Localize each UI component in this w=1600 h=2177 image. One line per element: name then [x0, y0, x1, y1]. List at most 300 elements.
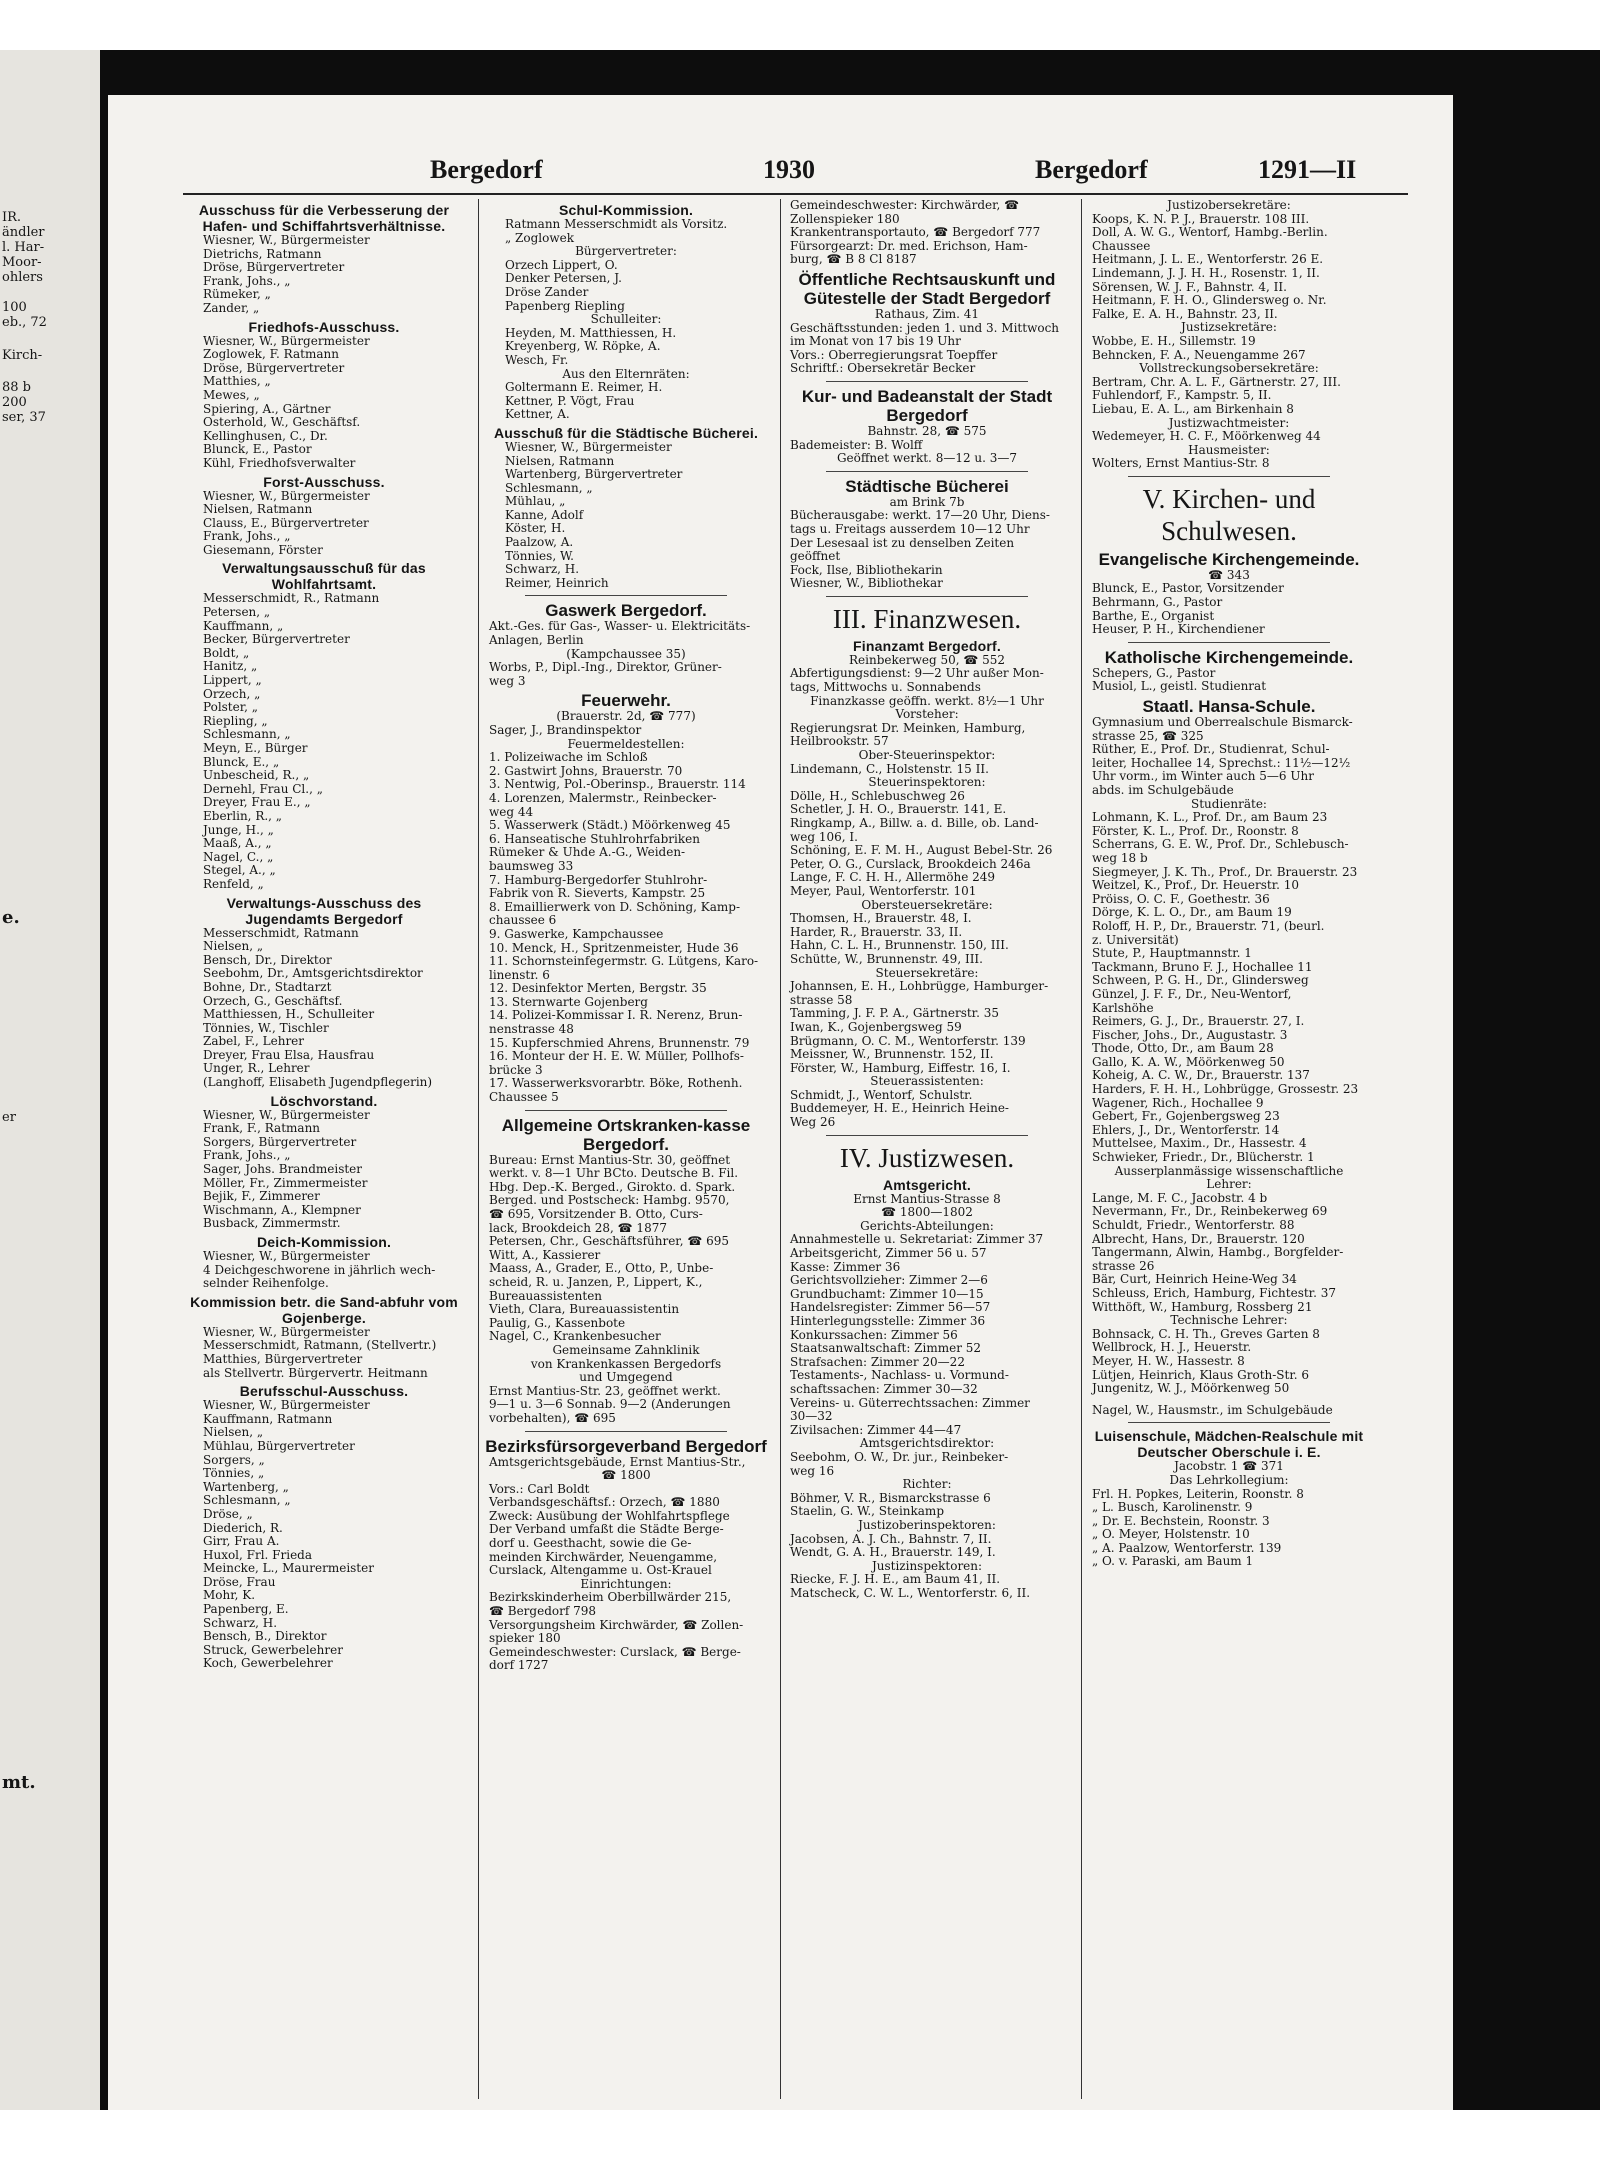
- centered-subheading: Geöffnet werkt. 8—12 u. 3—7: [836, 452, 1018, 466]
- directory-entry: Harder, R., Brauerstr. 33, II.: [790, 925, 963, 939]
- centered-subheading: Ausserplanmässige wissenschaftliche: [1114, 1164, 1344, 1178]
- directory-entry: Kauffmann, „: [203, 619, 284, 633]
- left-page-line: 100: [2, 300, 27, 315]
- section-rule: [826, 596, 1028, 597]
- centered-subheading: Bahnstr. 28, ☎ 575: [867, 424, 987, 438]
- centered-subheading: Richter:: [902, 1478, 952, 1492]
- section-rule: [826, 1135, 1028, 1136]
- directory-entry: Seebohm, O. W., Dr. jur., Reinbeker-: [790, 1450, 1009, 1464]
- directory-entry: Lindemann, C., Holstenstr. 15 II.: [790, 762, 989, 776]
- directory-entry: Giesemann, Förster: [203, 543, 323, 557]
- directory-entry: 2. Gastwirt Johns, Brauerstr. 70: [489, 764, 683, 778]
- directory-entry: 7. Hamburg-Bergedorfer Stuhlrohr-: [489, 873, 708, 887]
- directory-entry: Worbs, P., Dipl.-Ing., Direktor, Grüner-: [489, 661, 722, 675]
- directory-entry: Abfertigungsdienst: 9—2 Uhr außer Mon-: [790, 667, 1044, 681]
- directory-entry: Pröiss, O. C. F., Goethestr. 36: [1092, 892, 1270, 906]
- left-page-line: ser, 37: [2, 410, 46, 425]
- directory-entry: Lütjen, Heinrich, Klaus Groth-Str. 6: [1092, 1368, 1310, 1382]
- centered-subheading: Ober-Steuerinspektor:: [858, 749, 996, 763]
- directory-entry: Heitmann, F. H. O., Glindersweg o. Nr.: [1092, 294, 1327, 308]
- directory-entry: Fabrik von R. Sieverts, Kampstr. 25: [489, 887, 706, 901]
- directory-entry: Jacobsen, A. J. Ch., Bahnstr. 7, II.: [790, 1532, 992, 1546]
- directory-entry: strasse 58: [790, 993, 853, 1007]
- directory-entry: Matthies, Bürgervertreter: [203, 1352, 363, 1366]
- left-page-line: er: [2, 1110, 16, 1125]
- directory-entry: Harders, F. H. H., Lohbrügge, Grossestr. 23: [1092, 1083, 1359, 1097]
- directory-entry: geöffnet: [790, 550, 841, 564]
- directory-entry: Rümeker & Uhde A.-G., Weiden-: [489, 846, 686, 860]
- directory-entry: Böhmer, V. R., Bismarckstrasse 6: [790, 1491, 991, 1505]
- directory-entry: Diederich, R.: [203, 1521, 283, 1535]
- directory-entry: Der Lesesaal ist zu denselben Zeiten: [790, 536, 1015, 550]
- directory-entry: Gymnasium und Oberrealschule Bismarck-: [1092, 716, 1353, 730]
- directory-entry: Papenberg Riepling: [505, 299, 625, 313]
- directory-entry: Wiesner, W., Bürgermeister: [203, 234, 370, 247]
- directory-entry: 9—1 u. 3—6 Sonnab. 9—2 (Änderungen: [489, 1398, 731, 1412]
- directory-entry: Weg 26: [790, 1116, 836, 1130]
- left-page-line: Kirch-: [2, 348, 43, 363]
- directory-entry: Wedemeyer, H. C. F., Möörkenweg 44: [1092, 430, 1321, 444]
- directory-entry: Fürsorgearzt: Dr. med. Erichson, Ham-: [790, 239, 1028, 253]
- directory-entry: Bezirkskinderheim Oberbillwärder 215,: [489, 1591, 732, 1605]
- directory-entry: Orzech, G., Geschäftsf.: [203, 994, 343, 1008]
- directory-entry: (Langhoff, Elisabeth Jugendpflegerin): [203, 1076, 433, 1090]
- directory-entry: Meyer, H. W., Hassestr. 8: [1092, 1354, 1245, 1368]
- centered-subheading: Rathaus, Zim. 41: [874, 307, 980, 321]
- institution-heading: Kur- und Badeanstalt der Stadt Bergedorf: [801, 386, 1053, 425]
- directory-entry: Dernehl, Frau Cl., „: [203, 782, 323, 796]
- directory-entry: Wesch, Fr.: [505, 353, 569, 367]
- directory-entry: Amtsgerichtsgebäude, Ernst Mantius-Str.,: [489, 1455, 746, 1469]
- left-page-line: Moor-: [2, 255, 42, 270]
- directory-entry: Seebohm, Dr., Amtsgerichtsdirektor: [203, 967, 423, 981]
- directory-entry: Barthe, E., Organist: [1092, 609, 1215, 623]
- directory-entry: Vors.: Carl Boldt: [489, 1482, 590, 1496]
- directory-entry: Grundbuchamt: Zimmer 10—15: [790, 1287, 984, 1301]
- directory-entry: Iwan, K., Gojenbergsweg 59: [790, 1020, 962, 1034]
- centered-subheading: ☎ 1800: [601, 1469, 651, 1483]
- directory-entry: Matscheck, C. W. L., Wentorferstr. 6, II.: [790, 1586, 1031, 1600]
- directory-entry: Frank, F., Ratmann: [203, 1122, 321, 1136]
- centered-subheading: Hausmeister:: [1188, 443, 1270, 457]
- directory-entry: Arbeitsgericht, Zimmer 56 u. 57: [790, 1247, 987, 1261]
- institution-heading: Allgemeine Ortskranken-kasse Bergedorf.: [501, 1115, 751, 1154]
- directory-entry: Bertram, Chr. A. L. F., Gärtnerstr. 27, III.: [1092, 375, 1341, 389]
- directory-entry: Bohne, Dr., Stadtarzt: [203, 980, 332, 994]
- directory-entry: Schlesmann, „: [203, 1494, 291, 1508]
- directory-entry: Dröse, Bürgervertreter: [203, 261, 345, 275]
- directory-entry: 15. Kupferschmied Ahrens, Brunnenstr. 79: [489, 1036, 750, 1050]
- directory-entry: Girr, Frau A.: [203, 1535, 280, 1549]
- directory-entry: Gebert, Fr., Gojenbergsweg 23: [1092, 1110, 1280, 1124]
- directory-entry: Wolters, Ernst Mantius-Str. 8: [1092, 457, 1270, 471]
- section-heading: Deich-Kommission.: [256, 1234, 392, 1250]
- directory-entry: Chaussee 5: [489, 1091, 559, 1105]
- directory-entry: Fuhlendorf, F., Kampstr. 5, II.: [1092, 389, 1272, 403]
- directory-entry: Lange, M. F. C., Jacobstr. 4 b: [1092, 1191, 1268, 1205]
- directory-entry: Scherrans, G. E. W., Prof. Dr., Schlebusch-: [1092, 838, 1349, 852]
- directory-entry: Kühl, Friedhofsverwalter: [203, 456, 356, 470]
- directory-entry: Lindemann, J. J. H. H., Rosenstr. 1, II.: [1092, 266, 1320, 280]
- left-page-line: IR.: [2, 210, 22, 225]
- directory-entry: Bejik, F., Zimmerer: [203, 1190, 320, 1204]
- header-place-right: Bergedorf: [1035, 155, 1148, 184]
- directory-entry: Struck, Gewerbelehrer: [203, 1643, 343, 1657]
- centered-subheading: Justizinspektoren:: [871, 1559, 983, 1573]
- directory-entry: Wiesner, W., Bibliothekar: [790, 577, 943, 591]
- directory-entry: Testaments-, Nachlass- u. Vormund-: [790, 1369, 1009, 1383]
- directory-entry: Messerschmidt, R., Ratmann: [203, 592, 380, 606]
- directory-entry: Nielsen, Ratmann: [505, 454, 615, 468]
- section-heading: Schul-Kommission.: [558, 202, 694, 218]
- directory-entry: Weitzel, K., Prof., Dr. Heuerstr. 10: [1092, 879, 1300, 893]
- directory-entry: Brügmann, O. C. M., Wentorferstr. 139: [790, 1034, 1026, 1048]
- directory-entry: Kettner, A.: [505, 408, 570, 422]
- centered-subheading: Gemeinsame Zahnklinik: [552, 1343, 700, 1357]
- directory-entry: 13. Sternwarte Gojenberg: [489, 995, 648, 1009]
- directory-entry: Wiesner, W., Bürgermeister: [203, 1250, 370, 1263]
- directory-entry: Liebau, E. A. L., am Birkenhain 8: [1092, 402, 1294, 416]
- centered-subheading: Das Lehrkollegium:: [1169, 1473, 1289, 1487]
- directory-entry: Gerichtsvollzieher: Zimmer 2—6: [790, 1274, 988, 1288]
- directory-entry: Versorgungsheim Kirchwärder, ☎ Zollen-: [489, 1618, 744, 1632]
- directory-entry: Schwarz, H.: [505, 563, 580, 577]
- left-page-line: ohlers: [2, 270, 43, 285]
- directory-entry: Günzel, J. F. F., Dr., Neu-Wentorf,: [1092, 987, 1292, 1001]
- chapter-heading: IV. Justizwesen.: [839, 1142, 1015, 1173]
- directory-entry: Berged. und Postscheck: Hambg. 9570,: [489, 1194, 730, 1208]
- directory-entry: Wartenberg, Bürgervertreter: [505, 468, 683, 482]
- directory-entry: Zweck: Ausübung der Wohlfahrtspflege: [489, 1509, 730, 1523]
- directory-entry: Tönnies, „: [203, 1467, 265, 1481]
- centered-subheading: Einrichtungen:: [580, 1577, 672, 1591]
- directory-entry: Doll, A. W. G., Wentorf, Hambg.-Berlin.: [1092, 226, 1328, 240]
- directory-entry: Bademeister: B. Wolff: [790, 438, 923, 452]
- directory-entry: Nagel, W., Hausmstr., im Schulgebäude: [1092, 1403, 1333, 1417]
- directory-entry: „ O. v. Paraski, am Baum 1: [1092, 1555, 1254, 1569]
- directory-entry: Zander, „: [203, 301, 260, 315]
- directory-entry: Meincke, L., Maurermeister: [203, 1562, 374, 1576]
- directory-entry: Nevermann, Fr., Dr., Reinbekerweg 69: [1092, 1205, 1328, 1219]
- directory-entry: Bücherausgabe: werkt. 17—20 Uhr, Diens-: [790, 509, 1050, 523]
- directory-entry: Der Verband umfaßt die Städte Berge-: [489, 1523, 724, 1537]
- institution-heading: Gaswerk Bergedorf.: [545, 601, 707, 621]
- directory-entry: Dröse, Frau: [203, 1575, 276, 1589]
- directory-entry: Ehlers, J., Dr., Wentorferstr. 14: [1092, 1123, 1280, 1137]
- section-heading: Kommission betr. die Sand-abfuhr vom Gojenberge.: [190, 1293, 458, 1326]
- directory-entry: Sorgers, Bürgervertreter: [203, 1135, 357, 1149]
- section-rule: [826, 471, 1028, 472]
- left-page-line: ändler: [2, 225, 45, 240]
- directory-entry: Kettner, P. Vögt, Frau: [505, 394, 635, 408]
- left-page-line: l. Har-: [2, 240, 45, 255]
- directory-entry: Curslack, Altengamme u. Ost-Krauel: [489, 1564, 712, 1578]
- column-4: [1088, 199, 1370, 1569]
- directory-entry: weg 18 b: [1092, 851, 1148, 865]
- directory-entry: Wiesner, W., Bürgermeister: [203, 1325, 370, 1339]
- centered-subheading: ☎ 343: [1208, 568, 1250, 582]
- directory-entry: weg 44: [489, 805, 534, 819]
- column-divider: [478, 199, 479, 2099]
- directory-entry: 8. Emaillierwerk von D. Schöning, Kamp-: [489, 900, 741, 914]
- directory-entry: Bär, Curt, Heinrich Heine-Weg 34: [1092, 1273, 1297, 1287]
- directory-entry: Schlesmann, „: [203, 728, 291, 742]
- directory-entry: Matthies, „: [203, 375, 271, 389]
- centered-subheading: Bürgervertreter:: [575, 245, 677, 259]
- left-page-line: 200: [2, 395, 27, 410]
- section-heading: Löschvorstand.: [270, 1092, 378, 1109]
- directory-entry: Schween, P. G. H., Dr., Glindersweg: [1092, 974, 1309, 988]
- directory-entry: Karlshöhe: [1092, 1001, 1154, 1015]
- directory-entry: Albrecht, Hans, Dr., Brauerstr. 120: [1092, 1232, 1305, 1246]
- directory-entry: Hbg. Dep.-K. Berged., Girokto. d. Spark.: [489, 1180, 736, 1194]
- directory-entry: Dreyer, Frau Elsa, Hausfrau: [203, 1048, 375, 1062]
- directory-entry: Schepers, G., Pastor: [1092, 666, 1216, 680]
- centered-subheading: ☎ 1800—1802: [881, 1206, 973, 1220]
- directory-entry: Paalzow, A.: [505, 536, 574, 550]
- directory-entry: Handelsregister: Zimmer 56—57: [790, 1301, 991, 1315]
- directory-entry: im Monat von 17 bis 19 Uhr: [790, 335, 961, 349]
- directory-entry: Wiesner, W., Bürgermeister: [505, 440, 672, 454]
- directory-entry: Ringkamp, A., Billw. a. d. Bille, ob. Land-: [790, 817, 1039, 830]
- directory-entry: Ernst Mantius-Str. 23, geöffnet werkt.: [489, 1384, 721, 1398]
- directory-entry: Krankentransportauto, ☎ Bergedorf 777: [790, 226, 1041, 240]
- directory-entry: Möller, Fr., Zimmermeister: [203, 1176, 368, 1190]
- directory-entry: Reimer, Heinrich: [505, 576, 609, 590]
- directory-entry: Hinterlegungsstelle: Zimmer 36: [790, 1315, 986, 1328]
- directory-entry: Verbandsgeschäftsf.: Orzech, ☎ 1880: [489, 1496, 720, 1510]
- header-rule: [183, 193, 1408, 195]
- directory-entry: Maass, A., Grader, E., Otto, P., Unbe-: [489, 1262, 714, 1276]
- section-heading: Friedhofs-Ausschuss.: [248, 318, 400, 335]
- directory-entry: Kauffmann, Ratmann: [203, 1412, 333, 1426]
- directory-entry: Schwieker, Friedr., Dr., Blücherstr. 1: [1092, 1151, 1315, 1165]
- directory-entry: Vieth, Clara, Bureauassistentin: [489, 1303, 680, 1317]
- column-3: [786, 199, 1068, 1600]
- directory-entry: Papenberg, E.: [203, 1603, 289, 1617]
- directory-entry: Stute, P., Hauptmannstr. 1: [1092, 947, 1252, 961]
- directory-entry: spieker 180: [489, 1632, 561, 1646]
- directory-entry: Wendt, G. A. H., Brauerstr. 149, I.: [790, 1546, 996, 1560]
- directory-entry: weg 3: [489, 674, 526, 688]
- left-page-line: e.: [2, 907, 20, 928]
- directory-entry: Zoglowek, F. Ratmann: [203, 348, 339, 362]
- directory-entry: Petersen, Chr., Geschäftsführer, ☎ 695: [489, 1235, 730, 1249]
- institution-heading: Evangelische Kirchengemeinde.: [1098, 549, 1360, 569]
- directory-entry: lack, Brookdeich 28, ☎ 1877: [489, 1221, 667, 1235]
- centered-subheading: Studienräte:: [1191, 797, 1267, 811]
- section-rule: [1128, 642, 1330, 643]
- directory-entry: werkt. v. 8—1 Uhr BCto. Deutsche B. Fil.: [489, 1167, 739, 1181]
- directory-entry: linenstr. 6: [489, 968, 550, 982]
- directory-entry: Frank, Johs., „: [203, 1149, 291, 1163]
- directory-entry: 4. Lorenzen, Malermstr., Reinbecker-: [489, 791, 717, 805]
- directory-entry: Heuser, P. H., Kirchendiener: [1092, 623, 1265, 637]
- directory-entry: 16. Monteur der H. E. W. Müller, Pollhofs-: [489, 1050, 744, 1064]
- directory-entry: Dröse Zander: [505, 285, 589, 299]
- directory-entry: Schmidt, J., Wentorf, Schulstr.: [790, 1088, 973, 1102]
- directory-entry: Blunck, E., Pastor, Vorsitzender: [1092, 582, 1284, 596]
- directory-entry: z. Universität): [1092, 933, 1179, 947]
- directory-entry: Bureau: Ernst Mantius-Str. 30, geöffnet: [489, 1153, 731, 1167]
- directory-entry: Sörensen, W. J. F., Bahnstr. 4, II.: [1092, 280, 1287, 294]
- directory-entry: Koops, K. N. P. J., Brauerstr. 108 III.: [1092, 212, 1310, 226]
- directory-entry: 4 Deichgeschworene in jährlich wech-: [203, 1263, 436, 1277]
- directory-entry: Wellbrock, H. J., Heuerstr.: [1092, 1341, 1252, 1355]
- institution-heading: Feuerwehr.: [581, 691, 671, 711]
- directory-entry: Nagel, C., „: [203, 850, 274, 864]
- directory-entry: Frl. H. Popkes, Leiterin, Roonstr. 8: [1092, 1487, 1304, 1501]
- directory-entry: strasse 26: [1092, 1259, 1155, 1273]
- directory-entry: chaussee 6: [489, 914, 557, 928]
- left-page-line: mt.: [2, 1772, 36, 1793]
- directory-entry: Meyer, Paul, Wentorferstr. 101: [790, 884, 977, 898]
- directory-entry: Paulig, G., Kassenbote: [489, 1316, 626, 1330]
- directory-entry: Schetler, J. H. O., Brauerstr. 141, E.: [790, 803, 1007, 817]
- directory-entry: „ A. Paalzow, Wentorferstr. 139: [1092, 1541, 1282, 1555]
- section-heading: Ausschuss für die Verbesserung der Hafen- und Schiffahrtsverhältnisse.: [198, 202, 450, 234]
- directory-entry: Maaß, A., „: [203, 837, 272, 851]
- directory-entry: Riecke, F. J. H. E., am Baum 41, II.: [790, 1573, 1001, 1587]
- section-heading: Berufsschul-Ausschuss.: [239, 1383, 409, 1400]
- centered-subheading: Steuerassistenten:: [870, 1075, 984, 1089]
- directory-entry: Dölle, H., Schlebuschweg 26: [790, 789, 965, 803]
- directory-entry: Dietrichs, Ratmann: [203, 247, 322, 261]
- directory-entry: Kellinghusen, C., Dr.: [203, 429, 328, 443]
- directory-entry: Lohmann, K. L., Prof. Dr., am Baum 23: [1092, 811, 1328, 825]
- directory-entry: Staatsanwaltschaft: Zimmer 52: [790, 1342, 982, 1356]
- directory-entry: Blunck, E., Pastor: [203, 443, 312, 457]
- section-heading: Finanzamt Bergedorf.: [853, 637, 1001, 654]
- centered-subheading: Steuerinspektoren:: [868, 776, 986, 790]
- directory-entry: Vereins- u. Güterrechtssachen: Zimmer: [790, 1396, 1030, 1410]
- directory-entry: 1. Polizeiwache im Schloß: [489, 751, 648, 765]
- section-rule: [525, 595, 727, 596]
- centered-subheading: Amtsgerichtsdirektor:: [859, 1437, 995, 1451]
- directory-entry: tags u. Freitags ausserdem 10—12 Uhr: [790, 522, 1030, 536]
- institution-heading: Städtische Bücherei: [845, 476, 1009, 496]
- directory-entry: 17. Wasserwerksvorarbtr. Böke, Rothenh.: [489, 1077, 743, 1091]
- directory-entry: „ L. Busch, Karolinenstr. 9: [1092, 1501, 1253, 1515]
- directory-entry: Heilbrookstr. 57: [790, 735, 889, 749]
- chapter-heading: III. Finanzwesen.: [832, 603, 1022, 634]
- directory-entry: baumsweg 33: [489, 859, 574, 873]
- section-rule: [826, 381, 1028, 382]
- directory-entry: Boldt, „: [203, 646, 250, 660]
- directory-entry: Bureauassistenten: [489, 1289, 603, 1303]
- centered-subheading: (Kampchaussee 35): [566, 647, 686, 661]
- directory-entry: Rüther, E., Prof. Dr., Studienrat, Schul-: [1092, 743, 1330, 757]
- directory-entry: 9. Gaswerke, Kampchaussee: [489, 927, 664, 941]
- directory-entry: 12. Desinfektor Merten, Bergstr. 35: [489, 982, 707, 996]
- directory-entry: Sager, J., Brandinspektor: [489, 724, 642, 737]
- directory-entry: Bensch, B., Direktor: [203, 1630, 327, 1644]
- directory-entry: Chaussee: [1092, 239, 1151, 253]
- directory-entry: Busback, Zimmermstr.: [203, 1217, 341, 1231]
- directory-entry: Heitmann, J. L. E., Wentorferstr. 26 E.: [1092, 253, 1324, 267]
- left-page-line: 88 b: [2, 380, 31, 395]
- section-heading: Luisenschule, Mädchen-Realschule mit Deutscher Oberschule i. E.: [1094, 1428, 1364, 1461]
- directory-entry: brücke 3: [489, 1063, 543, 1077]
- directory-entry: Osterhold, W., Geschäftsf.: [203, 416, 361, 430]
- directory-entry: Kreyenberg, W. Röpke, A.: [505, 340, 661, 354]
- directory-entry: „ O. Meyer, Holstenstr. 10: [1092, 1528, 1250, 1542]
- header-place-left: Bergedorf: [430, 155, 543, 184]
- spacer: [1088, 1396, 1370, 1404]
- centered-subheading: am Brink 7b: [889, 495, 965, 509]
- directory-entry: Tamming, J. F. P. A., Gärtnerstr. 35: [790, 1007, 999, 1021]
- section-heading: Ausschuß für die Städtische Bücherei.: [493, 424, 759, 441]
- directory-entry: Wiesner, W., Bürgermeister: [203, 1108, 370, 1122]
- directory-entry: 5. Wasserwerk (Städt.) Möörkenweg 45: [489, 819, 731, 833]
- centered-subheading: Aus den Elternräten:: [562, 367, 690, 381]
- centered-subheading: Justizobersekretäre:: [1167, 199, 1291, 212]
- directory-entry: 3. Nentwig, Pol.-Oberinsp., Brauerstr. 114: [489, 778, 746, 792]
- directory-entry: Siegmeyer, J. K. Th., Prof., Dr. Brauerstr. 23: [1092, 865, 1358, 879]
- directory-entry: Staelin, G. W., Steinkamp: [790, 1505, 944, 1519]
- directory-entry: Schütte, W., Brunnenstr. 49, III.: [790, 952, 983, 966]
- directory-entry: Zollenspieker 180: [790, 212, 900, 226]
- directory-entry: Meissner, W., Brunnenstr. 152, II.: [790, 1048, 994, 1062]
- centered-subheading: Justizsekretäre:: [1181, 321, 1277, 335]
- directory-entry: Lange, F. C. H. H., Allermöhe 249: [790, 871, 996, 885]
- directory-entry: 11. Schornsteinfegermstr. G. Lütgens, Karo-: [489, 955, 759, 969]
- directory-entry: Thomsen, H., Brauerstr. 48, I.: [790, 912, 972, 926]
- directory-entry: Vors.: Oberregierungsrat Toepffer: [790, 348, 998, 362]
- directory-entry: Orzech, „: [203, 687, 261, 701]
- directory-entry: Sorgers, „: [203, 1453, 265, 1467]
- directory-entry: Tangermann, Alwin, Hambg., Borgfelder-: [1092, 1246, 1344, 1260]
- directory-entry: Muttelsee, Maxim., Dr., Hassestr. 4: [1092, 1137, 1307, 1151]
- directory-entry: dorf u. Geesthacht, sowie die Ge-: [489, 1537, 692, 1551]
- header-year: 1930: [763, 155, 815, 184]
- directory-entry: Orzech Lippert, O.: [505, 258, 618, 272]
- directory-entry: Koch, Gewerbelehrer: [203, 1657, 333, 1671]
- directory-entry: Nagel, C., Krankenbesucher: [489, 1330, 661, 1344]
- directory-entry: Dörge, K. L. O., Dr., am Baum 19: [1092, 906, 1292, 920]
- directory-entry: Heyden, M. Matthiessen, H.: [505, 326, 677, 340]
- directory-entry: burg, ☎ B 8 Cl 8187: [790, 253, 917, 267]
- column-divider: [1081, 199, 1082, 2099]
- directory-entry: Renfeld, „: [203, 877, 264, 891]
- directory-entry: Sager, Johs. Brandmeister: [203, 1163, 363, 1177]
- directory-entry: Polster, „: [203, 701, 258, 715]
- centered-subheading: (Brauerstr. 2d, ☎ 777): [556, 710, 696, 724]
- directory-entry: Zivilsachen: Zimmer 44—47: [790, 1423, 962, 1437]
- section-rule: [525, 1431, 727, 1432]
- directory-entry: Wiesner, W., Bürgermeister: [203, 334, 370, 348]
- adjacent-page-edge: [0, 50, 100, 2110]
- section-heading: Amtsgericht.: [883, 1176, 971, 1193]
- directory-entry: schaftssachen: Zimmer 30—32: [790, 1382, 978, 1396]
- directory-entry: Goltermann E. Reimer, H.: [505, 381, 663, 395]
- directory-page: [108, 95, 1453, 2110]
- directory-entry: Bensch, Dr., Direktor: [203, 953, 332, 967]
- directory-entry: Riepling, „: [203, 714, 268, 728]
- directory-entry: Hahn, C. L. H., Brunnenstr. 150, III.: [790, 939, 1009, 953]
- centered-subheading: Gerichts-Abteilungen:: [860, 1219, 994, 1233]
- directory-entry: 30—32: [790, 1410, 833, 1424]
- directory-entry: Wischmann, A., Klempner: [203, 1203, 361, 1217]
- directory-entry: abds. im Schulgebäude: [1092, 784, 1234, 797]
- directory-entry: Thode, Otto, Dr., am Baum 28: [1092, 1042, 1274, 1056]
- directory-entry: Tackmann, Bruno F. J., Hochallee 11: [1092, 960, 1313, 974]
- directory-entry: Fischer, Johs., Dr., Augustastr. 3: [1092, 1028, 1288, 1042]
- centered-subheading: Justizoberinspektoren:: [858, 1518, 996, 1532]
- directory-entry: Clauss, E., Bürgervertreter: [203, 516, 369, 530]
- directory-entry: Behncken, F. A., Neuengamme 267: [1092, 348, 1306, 362]
- directory-entry: Becker, Bürgervertreter: [203, 633, 350, 647]
